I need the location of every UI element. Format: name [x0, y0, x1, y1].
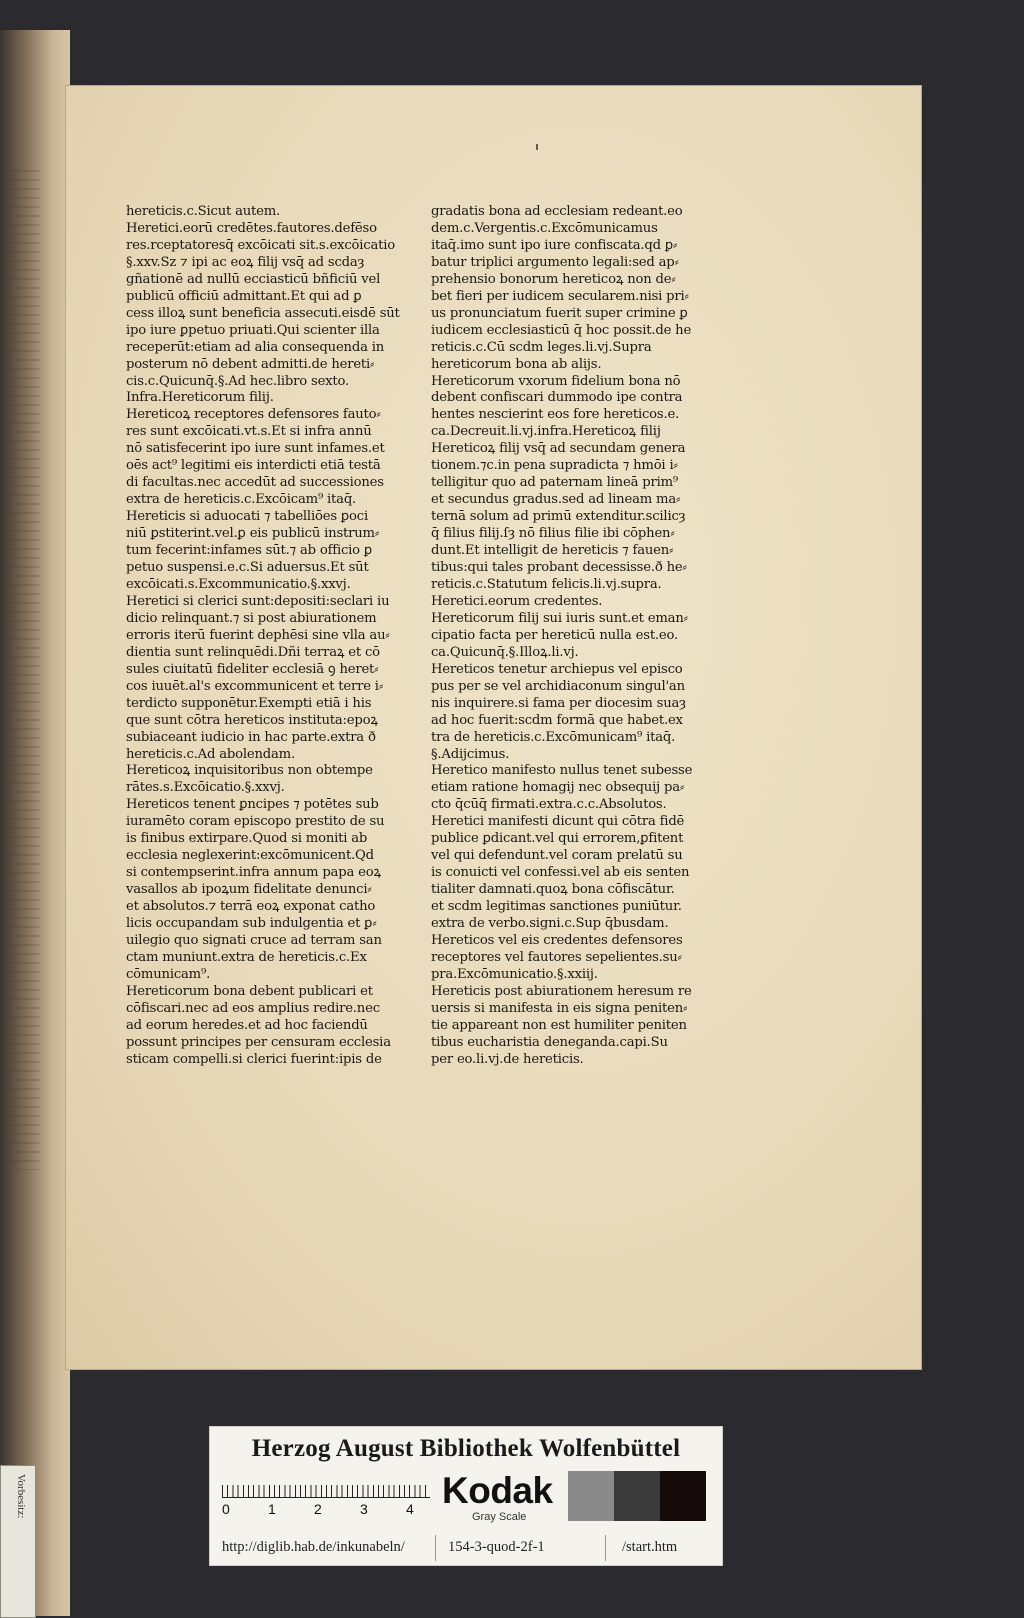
item-signature: 154-3-quod-2f-1: [448, 1539, 545, 1555]
text-line: bet fieri per iudicem secularem.nisi pri⸗: [431, 288, 689, 304]
library-title: Herzog August Bibliothek Wolfenbüttel: [251, 1435, 681, 1462]
left-text-column: [126, 204, 411, 1069]
text-line: extra de verbo.signi.c.Sup q̄busdam.: [431, 916, 669, 932]
text-line: oēs act⁹ legitimi eis interdicti etiā testā: [126, 458, 381, 474]
gray-scale-swatches: [568, 1471, 712, 1521]
text-line: ca.Quicunq̄.§.Illoꝝ.li.vj.: [431, 644, 579, 660]
text-line: tum fecerint:infames sūt.⁊ ab officio ꝑ: [126, 543, 373, 559]
text-line: cōmunicam⁹.: [126, 966, 211, 982]
text-line: hereticis.c.Ad abolendam.: [126, 746, 295, 762]
text-line: q̄ filius filij.ſȝ nō filius filie ibi cōphen⸗: [431, 526, 675, 542]
text-line: ctam muniunt.extra de hereticis.c.Ex: [126, 949, 367, 965]
text-line: cto q̄cūq̄ firmati.extra.c.c.Absolutos.: [431, 797, 667, 813]
text-line: §.xxv.Sz ⁊ ipi ac eoꝝ filij vsq̄ ad scḋaȝ: [126, 254, 365, 270]
text-line: etiam ratione homagij nec obsequij pa⸗: [431, 780, 685, 796]
text-line: Hereticoꝝ filij vsq̄ ad secundam genera: [431, 441, 686, 457]
gray-swatch: [614, 1471, 660, 1521]
ruler-number: 0: [222, 1501, 230, 1517]
gray-scale-label: Gray Scale: [472, 1511, 527, 1523]
text-line: Heretici.eorū credētes.fautores.defēso: [126, 220, 377, 236]
text-line: nis inquirere.si fama per diocesim suaȝ: [431, 695, 686, 711]
text-line: hereticorum bona ab alijs.: [431, 356, 602, 372]
text-line: cōfiscari.nec ad eos amplius redire.nec: [126, 1000, 380, 1016]
text-line: erroris iterū fuerint dephēsi sine vlla au⸗: [126, 627, 390, 643]
url-suffix: /start.htm: [622, 1539, 678, 1555]
text-line: extra de hereticis.c.Excōicam⁹ itaq̄.: [126, 492, 357, 508]
text-line: res sunt excōicati.vt.s.Et si infra annū: [126, 424, 372, 440]
text-line: prehensio bonorum hereticoꝝ non de⸗: [431, 271, 676, 287]
adjacent-page-edge: [0, 30, 70, 1616]
text-line: receperūt:etiam ad alia consequenda in: [126, 339, 385, 355]
text-line: res.rceptatoresq̄ excōicati sit.s.excōicatio: [126, 237, 395, 253]
text-line: Hereticis si aduocati ⁊ tabelliōes ꝑoci: [126, 509, 368, 525]
text-line: Hereticorum filij sui iuris sunt.et eman⸗: [431, 610, 688, 626]
text-line: di facultas.nec accedūt ad successiones: [126, 475, 384, 491]
gray-swatch: [660, 1471, 706, 1521]
text-line: Heretico manifesto nullus tenet subesse: [431, 763, 693, 779]
text-line: Heretici.eorum credentes.: [431, 593, 603, 609]
text-line: reticis.c.Cū scḋm leges.li.vj.Supra: [431, 339, 652, 355]
kodak-logo: Kodak: [442, 1470, 553, 1511]
text-line: nō satisfecerint ipo iure sunt infames.et: [126, 441, 385, 457]
text-line: cess illoꝝ sunt beneficia assecuti.eisdē sūt: [126, 305, 400, 321]
text-line: et scḋm legitimas sanctiones puniūtur.: [431, 899, 682, 915]
text-line: Hereticoꝝ inquisitoribus non obtempe: [126, 763, 373, 779]
shelf-label-text: Vorbesitz:: [15, 1474, 27, 1519]
measurement-ruler: [222, 1475, 430, 1498]
manuscript-page: [66, 86, 921, 1369]
text-line: vel qui defendunt.vel coram prelatū su: [431, 848, 683, 864]
text-line: ca.Decreuit.li.vj.infra.Hereticoꝝ filij: [431, 424, 661, 440]
ruler-number: 2: [314, 1501, 322, 1517]
text-line: ad hoc fuerit:scḋm formā que habet.ex: [431, 712, 683, 728]
text-line: excōicati.s.Excommunicatio.§.xxvj.: [126, 576, 351, 592]
text-line: que sunt cōtra hereticos instituta:epoꝝ: [126, 712, 378, 728]
text-line: pus per se vel archidiaconum singul'an: [431, 678, 685, 694]
text-line: per eo.li.vj.de hereticis.: [431, 1051, 584, 1067]
text-line: §.Adijcimus.: [431, 746, 510, 762]
text-line: Hereticos tenent ꝑncipes ⁊ potētes sub: [126, 797, 379, 813]
text-line: pra.Excōmunicatio.§.xxiij.: [431, 966, 598, 982]
right-text-column: [431, 204, 716, 1069]
text-line: ternā solum ad primū extenditur.scilicȝ: [431, 509, 686, 525]
text-line: gradatis bona ad ecclesiam redeant.eo: [431, 204, 683, 219]
text-line: terdicto supponētur.Exempti etiā i his: [126, 695, 372, 711]
shelf-label: [0, 1465, 36, 1618]
text-line: posterum nō debent admitti.de hereti⸗: [126, 356, 375, 372]
text-line: uersis si manifesta in eis signa peniten⸗: [431, 1000, 688, 1016]
text-line: subiaceant iudicio in hac parte.extra ð: [126, 729, 376, 745]
text-line: tionem.⁊c.in pena supradicta ⁊ hmōi i⸗: [431, 458, 678, 474]
footer-divider: [605, 1535, 606, 1561]
text-line: itaq̄.imo sunt ipo iure confiscata.qḋ ꝑ⸗: [431, 237, 678, 253]
text-line: iudicem ecclesiasticū q̄ hoc possit.de he: [431, 322, 692, 338]
ruler-numbers: [222, 1501, 430, 1517]
text-line: si contempserint.infra annum papa eoꝝ: [126, 865, 381, 881]
text-line: telligitur quo ad paternam lineā prim⁹: [431, 475, 678, 491]
text-line: ipo iure ꝑpetuo priuati.Qui scienter illa: [126, 322, 380, 338]
text-line: sules ciuitatū fideliter ecclesiā ꝯ heret⸗: [126, 661, 379, 677]
text-line: uilegio quo signati cruce ad terram san: [126, 932, 382, 948]
text-line: Hereticorum vxorum fidelium bona nō: [431, 373, 681, 389]
ruler-number: 1: [268, 1501, 276, 1517]
text-line: debent confiscari dummodo ipe contra: [431, 390, 683, 406]
text-line: tra de hereticis.c.Excōmunicam⁹ itaq̄.: [431, 729, 676, 745]
text-line: tibus:qui tales probant decessisse.ð he⸗: [431, 560, 687, 576]
text-line: us pronunciatum fuerit super crimine ꝑ: [431, 305, 688, 321]
text-line: tibus eucharistia deneganda.capi.Su: [431, 1034, 668, 1050]
text-line: iuramēto coram episcopo prestito de su: [126, 814, 385, 830]
page-edge-texture: [0, 170, 40, 1170]
text-line: et absolutos.⁊ terrā eoꝝ exponat catho: [126, 899, 376, 915]
text-line: hereticis.c.Sicut autem.: [126, 204, 281, 219]
text-line: publicū officiū admittant.Et qui ad ꝑ: [126, 288, 362, 304]
card-footer: [210, 1533, 722, 1563]
text-line: Hereticorum bona debent publicari et: [126, 983, 373, 999]
digital-library-url[interactable]: http://diglib.hab.de/inkunabeln/: [222, 1539, 405, 1555]
text-line: et secundus gradus.sed ad lineam ma⸗: [431, 492, 681, 508]
text-line: dicio relinquant.⁊ si post abiurationem: [126, 610, 377, 626]
text-line: rātes.s.Excōicatio.§.xxvj.: [126, 780, 285, 796]
text-line: dientia sunt relinquēdi.Dñi terraꝝ et cō: [126, 644, 380, 660]
text-line: cis.c.Quicunq̄.§.Ad hec.libro sexto.: [126, 373, 350, 389]
calibration-card: [209, 1426, 723, 1566]
ruler-number: 3: [360, 1501, 368, 1517]
text-line: is conuicti vel confessi.vel ab eis senten: [431, 865, 690, 881]
text-line: licis occupandam sub indulgentia et ꝑ⸗: [126, 916, 377, 932]
text-line: dem.c.Vergentis.c.Excōmunicamus: [431, 220, 658, 236]
text-line: ad eorum heredes.et ad hoc faciendū: [126, 1017, 368, 1033]
text-line: Hereticos vel eis credentes defensores: [431, 932, 683, 948]
text-line: petuo suspensi.e.c.Si aduersus.Et sūt: [126, 560, 369, 576]
text-line: batur triplici argumento legali:sed ap⸗: [431, 254, 679, 270]
text-line: Heretici si clerici sunt:depositi:seclari iu: [126, 593, 390, 609]
footer-divider: [435, 1535, 436, 1561]
page-mark: [536, 144, 538, 150]
text-line: tie appareant non est humiliter peniten: [431, 1017, 687, 1033]
text-line: cos iuuēt.al's excommunicent et terre i⸗: [126, 678, 384, 694]
text-line: Infra.Hereticorum filij.: [126, 390, 274, 406]
text-line: dunt.Et intelligit de hereticis ⁊ fauen⸗: [431, 543, 674, 559]
text-line: Hereticos tenetur archiepus vel episco: [431, 661, 683, 677]
text-line: cipatio facta per hereticū nulla est.eo.: [431, 627, 679, 643]
text-line: receptores vel fautores sepelientes.su⸗: [431, 949, 682, 965]
text-line: Heretici manifesti dicunt qui cōtra fidē: [431, 814, 685, 830]
text-line: ecclesia neglexerint:excōmunicent.Qḋ: [126, 848, 374, 864]
text-line: reticis.c.Statutum felicis.li.vj.supra.: [431, 576, 662, 592]
text-line: Hereticoꝝ receptores defensores fauto⸗: [126, 407, 381, 423]
text-line: gñationē ad nullū ecciasticū bñficiū vel: [126, 271, 381, 287]
text-line: publice ꝑdicant.vel qui errorem,ꝑfitent: [431, 831, 684, 847]
text-line: hentes nescierint eos fore hereticos.e.: [431, 407, 680, 423]
text-line: possunt principes per censuram ecclesia: [126, 1034, 391, 1050]
text-line: sticam compelli.si clerici fuerint:ipis de: [126, 1051, 382, 1067]
text-line: Hereticis post abiurationem heresum re: [431, 983, 692, 999]
gray-swatch: [568, 1471, 614, 1521]
ruler-number: 4: [406, 1501, 414, 1517]
text-line: tialiter damnati.quoꝝ bona cōfiscātur.: [431, 882, 675, 898]
text-line: niū ꝑstiterint.vel.ꝑ eis publicū instrum⸗: [126, 526, 380, 542]
text-line: is finibus extirpare.Quod si moniti ab: [126, 831, 368, 847]
text-line: vasallos ab ipoꝝum fidelitate denunci⸗: [126, 882, 372, 898]
